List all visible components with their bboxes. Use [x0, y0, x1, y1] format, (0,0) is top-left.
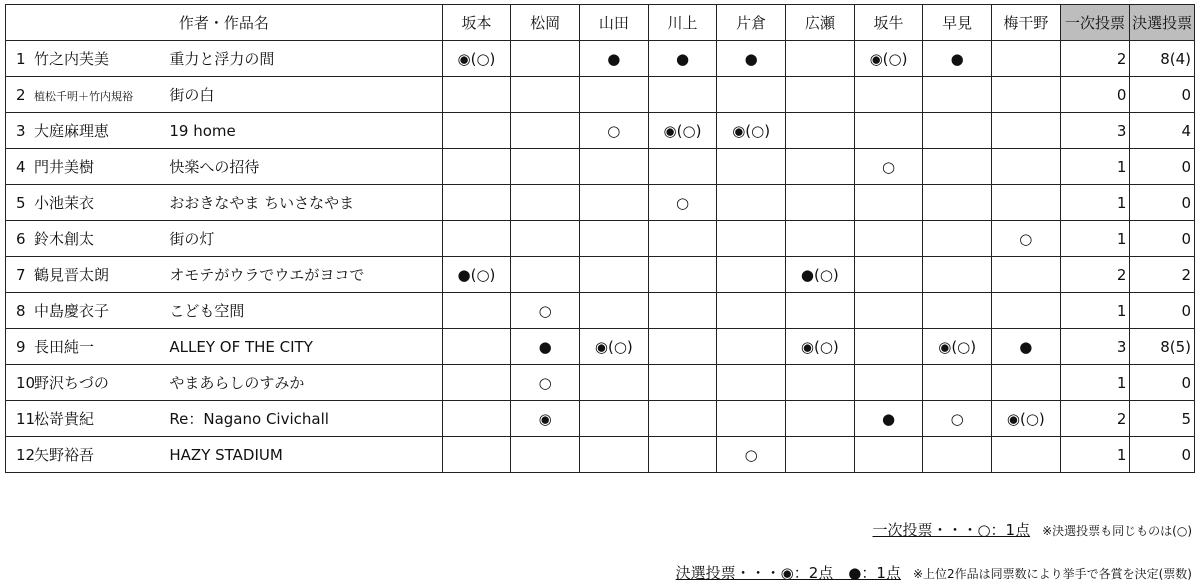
vote-mark: ●(○) — [786, 257, 855, 293]
legend-final-note: ※上位2作品は同票数により挙手で各賞を決定(票数) — [912, 567, 1192, 581]
vote-mark — [442, 77, 511, 113]
vote-mark — [854, 257, 923, 293]
vote-mark — [923, 113, 992, 149]
vote-mark — [511, 437, 580, 473]
entry-number-author-cell — [6, 437, 166, 473]
legend-first-main: 一次投票・・・○：1点 — [872, 521, 1031, 539]
judge-header: 山田 — [579, 5, 648, 41]
table-row — [6, 77, 1195, 113]
work-title: オモテがウラでウエがヨコで — [165, 257, 442, 293]
author-name: 鈴木創太 — [34, 230, 95, 248]
vote-mark — [992, 257, 1061, 293]
table-row — [6, 293, 1195, 329]
table-row — [6, 149, 1195, 185]
vote-mark: ○ — [992, 221, 1061, 257]
vote-mark — [854, 293, 923, 329]
first-vote-count: 2 — [1060, 401, 1130, 437]
vote-mark — [992, 437, 1061, 473]
entry-number-author-cell — [6, 365, 166, 401]
vote-mark: ○ — [923, 401, 992, 437]
first-vote-count: 3 — [1060, 113, 1130, 149]
final-vote-header: 決選投票 — [1130, 5, 1195, 41]
author-name: 野沢ちづの — [34, 374, 109, 392]
entry-number-author-cell — [6, 113, 166, 149]
final-vote-count: 0 — [1130, 293, 1195, 329]
vote-mark: ○ — [648, 185, 717, 221]
vote-mark — [442, 185, 511, 221]
work-title: 19 home — [165, 113, 442, 149]
final-vote-count: 8(5) — [1130, 329, 1195, 365]
vote-mark — [648, 329, 717, 365]
vote-mark: ◉(○) — [786, 329, 855, 365]
vote-mark — [579, 365, 648, 401]
entry-number-author-cell — [6, 329, 166, 365]
final-vote-count: 8(4) — [1130, 41, 1195, 77]
author-name: 長田純一 — [34, 338, 95, 356]
table-row — [6, 41, 1195, 77]
entry-number-author-cell — [6, 77, 166, 113]
entry-number-author-cell — [6, 221, 166, 257]
entry-number-author-cell — [6, 185, 166, 221]
vote-mark: ○ — [511, 365, 580, 401]
author-name: 植松千明＋竹内規裕 — [34, 89, 133, 103]
vote-mark — [511, 185, 580, 221]
author-name: 小池茉衣 — [34, 194, 95, 212]
vote-mark — [717, 401, 786, 437]
vote-mark — [579, 437, 648, 473]
first-vote-header: 一次投票 — [1060, 5, 1130, 41]
entry-number: 6 — [16, 230, 26, 248]
vote-mark — [854, 437, 923, 473]
vote-mark — [579, 149, 648, 185]
first-vote-count: 2 — [1060, 257, 1130, 293]
author-name: 矢野裕吾 — [34, 446, 95, 464]
work-title: HAZY STADIUM — [165, 437, 442, 473]
vote-mark — [923, 149, 992, 185]
entry-number-author-cell — [6, 149, 166, 185]
vote-mark — [786, 437, 855, 473]
vote-mark — [786, 185, 855, 221]
vote-mark — [648, 401, 717, 437]
vote-mark — [992, 185, 1061, 221]
vote-mark — [786, 365, 855, 401]
author-name: 大庭麻理恵 — [34, 122, 110, 140]
vote-table — [5, 4, 1195, 473]
vote-mark — [511, 113, 580, 149]
vote-mark — [442, 293, 511, 329]
vote-mark — [992, 149, 1061, 185]
vote-mark — [923, 293, 992, 329]
final-vote-count: 4 — [1130, 113, 1195, 149]
judge-header: 川上 — [648, 5, 717, 41]
entry-number: 11 — [16, 410, 36, 428]
vote-mark — [923, 221, 992, 257]
vote-mark — [579, 221, 648, 257]
vote-mark — [511, 149, 580, 185]
vote-mark — [923, 365, 992, 401]
vote-mark — [786, 77, 855, 113]
work-title: 街の灯 — [165, 221, 442, 257]
vote-mark: ● — [579, 41, 648, 77]
judge-header: 坂本 — [442, 5, 511, 41]
vote-mark: ◉ — [511, 401, 580, 437]
entry-number-author-cell — [6, 257, 166, 293]
entry-number: 5 — [16, 194, 26, 212]
table-body — [6, 41, 1195, 473]
vote-mark — [992, 365, 1061, 401]
vote-mark — [854, 77, 923, 113]
vote-mark — [442, 221, 511, 257]
table-row — [6, 329, 1195, 365]
vote-mark: ○ — [579, 113, 648, 149]
first-vote-count: 1 — [1060, 185, 1130, 221]
entry-number-author-cell — [6, 401, 166, 437]
vote-mark — [511, 221, 580, 257]
judge-header: 松岡 — [511, 5, 580, 41]
entry-number: 4 — [16, 158, 26, 176]
vote-mark — [923, 257, 992, 293]
table-row — [6, 113, 1195, 149]
vote-mark — [442, 329, 511, 365]
final-vote-count: 0 — [1130, 365, 1195, 401]
vote-mark — [648, 221, 717, 257]
first-vote-count: 1 — [1060, 221, 1130, 257]
final-vote-count: 0 — [1130, 437, 1195, 473]
vote-mark: ● — [717, 41, 786, 77]
vote-mark — [442, 149, 511, 185]
table-row — [6, 221, 1195, 257]
vote-mark: ◉(○) — [854, 41, 923, 77]
vote-mark — [786, 41, 855, 77]
author-name: 松嵜貴紀 — [34, 410, 95, 428]
vote-mark — [717, 185, 786, 221]
vote-mark — [648, 257, 717, 293]
vote-mark: ●(○) — [442, 257, 511, 293]
entry-number: 7 — [16, 266, 26, 284]
vote-mark — [786, 401, 855, 437]
vote-mark: ◉(○) — [923, 329, 992, 365]
vote-mark — [579, 185, 648, 221]
vote-mark — [579, 257, 648, 293]
table-row — [6, 257, 1195, 293]
first-vote-count: 2 — [1060, 41, 1130, 77]
vote-mark — [717, 77, 786, 113]
vote-mark — [786, 293, 855, 329]
first-vote-count: 1 — [1060, 437, 1130, 473]
vote-mark — [854, 329, 923, 365]
work-title: 街の白 — [165, 77, 442, 113]
judge-header: 坂牛 — [854, 5, 923, 41]
vote-mark: ○ — [854, 149, 923, 185]
vote-mark — [579, 77, 648, 113]
author-name: 鶴見晋太朗 — [34, 266, 110, 284]
vote-mark — [511, 77, 580, 113]
table-row — [6, 401, 1195, 437]
vote-mark — [579, 401, 648, 437]
legend-first-note: ※決選投票も同じものは(○) — [1042, 524, 1192, 538]
vote-mark: ◉(○) — [717, 113, 786, 149]
table-row — [6, 437, 1195, 473]
vote-mark — [854, 365, 923, 401]
author-name: 中島慶衣子 — [34, 302, 110, 320]
vote-mark — [717, 149, 786, 185]
vote-mark — [648, 437, 717, 473]
vote-mark — [511, 41, 580, 77]
first-vote-count: 1 — [1060, 365, 1130, 401]
vote-mark — [786, 149, 855, 185]
vote-mark — [442, 401, 511, 437]
vote-mark — [992, 293, 1061, 329]
table-row — [6, 365, 1195, 401]
final-vote-count: 0 — [1130, 185, 1195, 221]
first-vote-count: 3 — [1060, 329, 1130, 365]
vote-mark — [992, 113, 1061, 149]
vote-mark — [717, 293, 786, 329]
vote-mark — [923, 185, 992, 221]
vote-mark: ○ — [511, 293, 580, 329]
judge-header: 梅干野 — [992, 5, 1061, 41]
vote-mark: ◉(○) — [442, 41, 511, 77]
vote-mark — [923, 77, 992, 113]
vote-mark — [992, 41, 1061, 77]
vote-mark — [923, 437, 992, 473]
vote-mark: ● — [511, 329, 580, 365]
vote-mark — [786, 221, 855, 257]
vote-mark — [511, 257, 580, 293]
vote-mark: ○ — [717, 437, 786, 473]
author-name: 竹之内芙美 — [34, 50, 110, 68]
legend-final-vote — [0, 562, 1192, 583]
vote-mark — [648, 293, 717, 329]
work-title: 重力と浮力の間 — [165, 41, 442, 77]
vote-mark — [992, 77, 1061, 113]
vote-mark — [442, 437, 511, 473]
entry-number-author-cell — [6, 41, 166, 77]
vote-mark — [442, 365, 511, 401]
vote-mark — [854, 221, 923, 257]
vote-mark — [648, 149, 717, 185]
vote-mark — [442, 113, 511, 149]
vote-mark: ◉(○) — [992, 401, 1061, 437]
final-vote-count: 5 — [1130, 401, 1195, 437]
vote-mark: ◉(○) — [579, 329, 648, 365]
author-title-header: 作者・作品名 — [6, 5, 443, 41]
table-row — [6, 185, 1195, 221]
author-name: 門井美樹 — [34, 158, 95, 176]
vote-mark: ● — [854, 401, 923, 437]
first-vote-count: 1 — [1060, 293, 1130, 329]
judge-header: 片倉 — [717, 5, 786, 41]
vote-mark — [648, 365, 717, 401]
vote-mark — [854, 185, 923, 221]
entry-number: 3 — [16, 122, 26, 140]
final-vote-count: 0 — [1130, 149, 1195, 185]
vote-mark — [717, 257, 786, 293]
entry-number: 10 — [16, 374, 36, 392]
header-row — [6, 5, 1195, 41]
vote-mark — [648, 77, 717, 113]
vote-mark: ● — [992, 329, 1061, 365]
vote-mark — [854, 113, 923, 149]
work-title: こども空間 — [165, 293, 442, 329]
work-title: ALLEY OF THE CITY — [165, 329, 442, 365]
final-vote-count: 2 — [1130, 257, 1195, 293]
entry-number: 8 — [16, 302, 26, 320]
first-vote-count: 1 — [1060, 149, 1130, 185]
entry-number: 12 — [16, 446, 36, 464]
vote-mark: ● — [923, 41, 992, 77]
vote-mark — [717, 365, 786, 401]
work-title: Re：Nagano Civichall — [165, 401, 442, 437]
vote-mark — [579, 293, 648, 329]
entry-number-author-cell — [6, 293, 166, 329]
work-title: 快楽への招待 — [165, 149, 442, 185]
vote-mark — [717, 221, 786, 257]
legend-final-main: 決選投票・・・◉：2点 ●：1点 — [675, 564, 901, 582]
work-title: やまあらしのすみか — [165, 365, 442, 401]
vote-mark — [786, 113, 855, 149]
entry-number: 9 — [16, 338, 26, 356]
work-title: おおきなやま ちいさなやま — [165, 185, 442, 221]
judge-header: 早見 — [923, 5, 992, 41]
vote-mark — [717, 329, 786, 365]
entry-number: 1 — [16, 50, 26, 68]
judge-header: 広瀬 — [786, 5, 855, 41]
entry-number: 2 — [16, 85, 26, 104]
vote-mark: ◉(○) — [648, 113, 717, 149]
legend-first-vote — [0, 519, 1192, 540]
final-vote-count: 0 — [1130, 221, 1195, 257]
final-vote-count: 0 — [1130, 77, 1195, 113]
vote-mark: ● — [648, 41, 717, 77]
first-vote-count: 0 — [1060, 77, 1130, 113]
